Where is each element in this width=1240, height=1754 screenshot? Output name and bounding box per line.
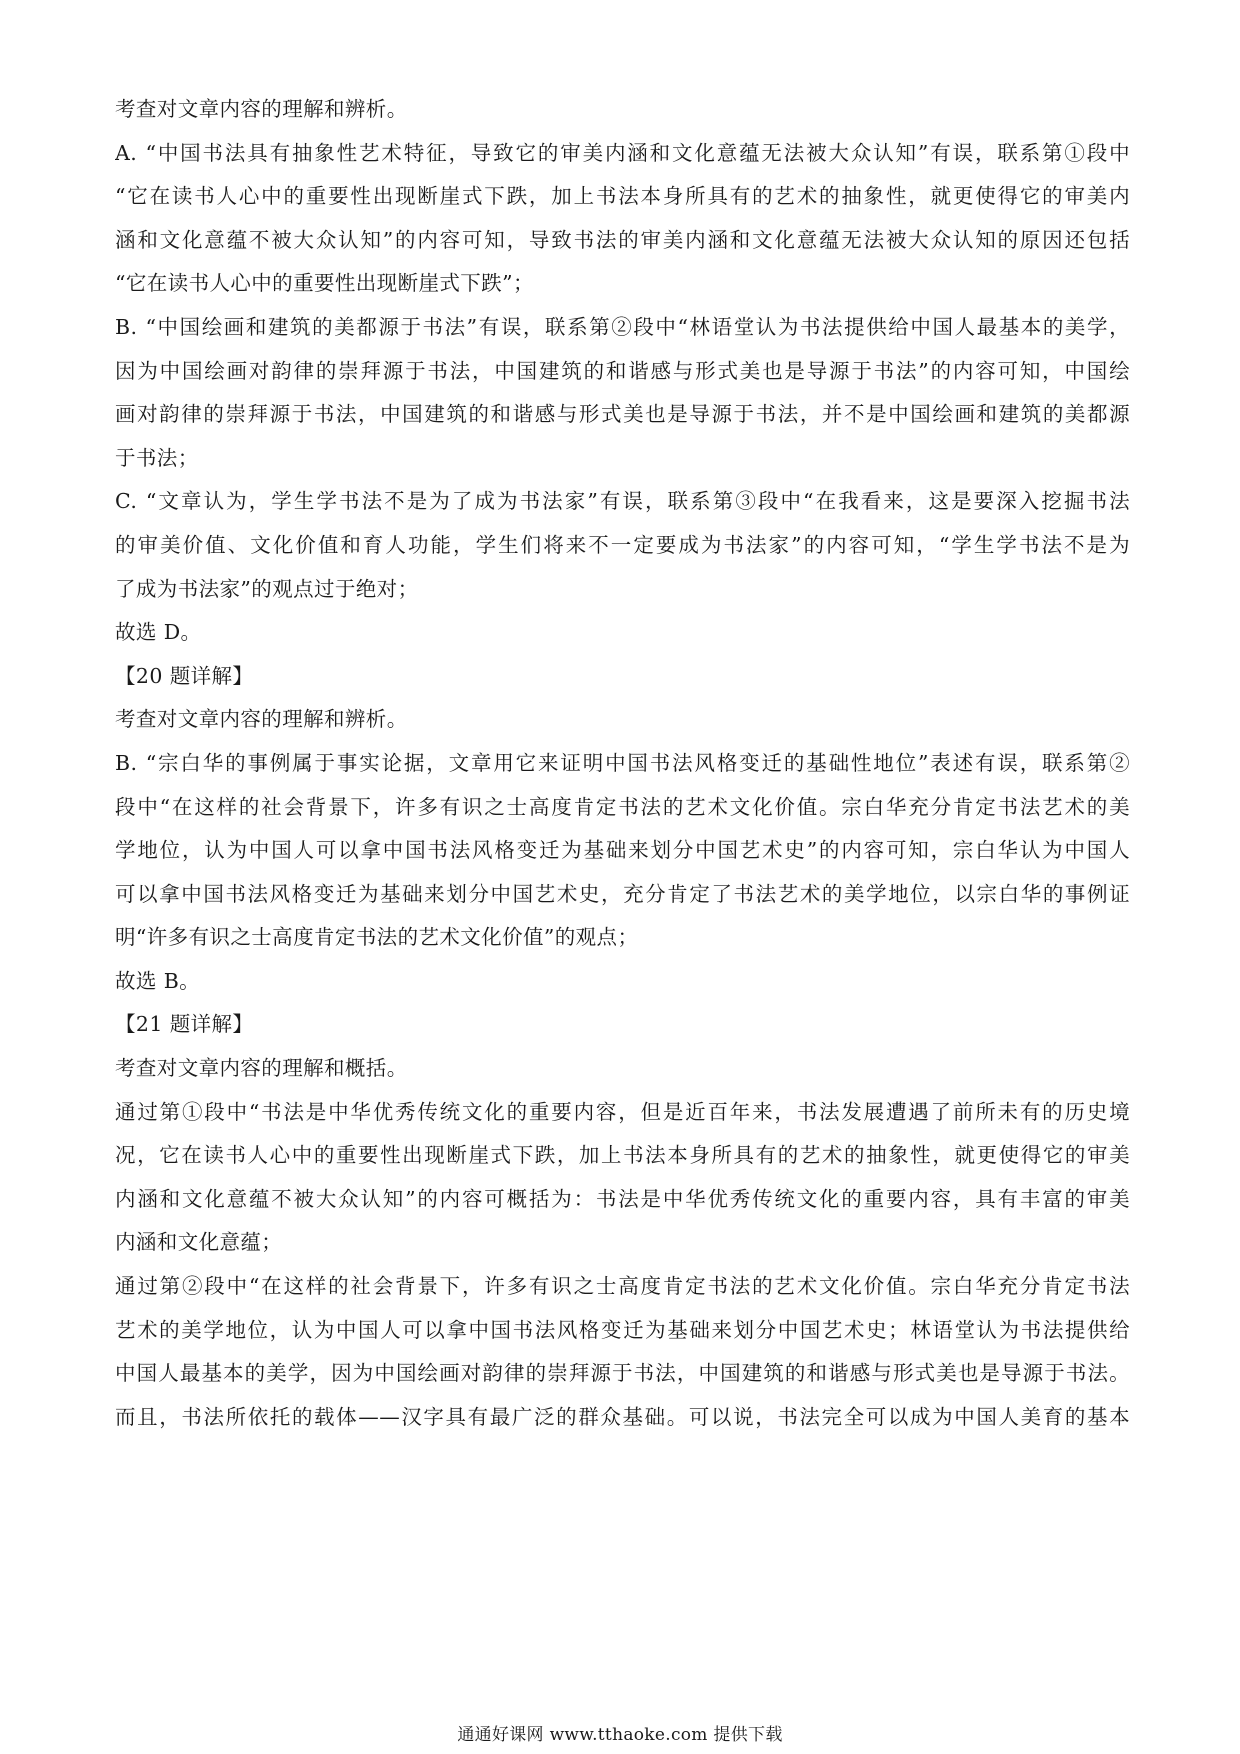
page-footer: 通通好课网 www.tthaoke.com 提供下载 — [457, 1725, 783, 1745]
text-line: 考查对文章内容的理解和辨析。 — [115, 707, 408, 732]
text-line: 学地位，认为中国人可以拿中国书法风格变迁为基础来划分中国艺术史”的内容可知，宗白华认为中国人 — [115, 838, 1130, 863]
text-line: A. “中国书法具有抽象性艺术特征，导致它的审美内涵和文化意蕴无法被大众认知”有误，联系第①段中 — [115, 140, 1130, 165]
text-line: 因为中国绘画对韵律的崇拜源于书法，中国建筑的和谐感与形式美也是导源于书法”的内容可知，中国绘 — [115, 358, 1130, 383]
text-line: 故选 B。 — [115, 968, 201, 993]
text-line: 而且，书法所依托的载体——汉字具有最广泛的群众基础。可以说，书法完全可以成为中国人美育的基本 — [115, 1404, 1130, 1429]
text-line: 【21 题详解】 — [115, 1012, 254, 1037]
text-line: 【20 题详解】 — [115, 663, 254, 688]
text-line: 于书法； — [115, 445, 199, 470]
text-line: 了成为书法家”的观点过于绝对； — [115, 576, 419, 601]
text-line: 内涵和文化意蕴； — [115, 1230, 283, 1255]
text-line: 考查对文章内容的理解和辨析。 — [115, 97, 408, 121]
text-line: C. “文章认为，学生学书法不是为了成为书法家”有误，联系第③段中“在我看来，这是要深入挖掘书法 — [115, 489, 1130, 514]
text-line: 通过第①段中“书法是中华优秀传统文化的重要内容，但是近百年来，书法发展遭遇了前所未有的历史境 — [115, 1099, 1130, 1124]
text-line: 明“许多有识之士高度肯定书法的艺术文化价值”的观点； — [115, 925, 639, 950]
text-line: 段中“在这样的社会背景下，许多有识之士高度肯定书法的艺术文化价值。宗白华充分肯定书法艺术的美 — [115, 794, 1130, 819]
text-line: 故选 D。 — [115, 620, 202, 645]
text-line: 通过第②段中“在这样的社会背景下，许多有识之士高度肯定书法的艺术文化价值。宗白华充分肯定书法 — [115, 1274, 1130, 1299]
text-line: “它在读书人心中的重要性出现断崖式下跌，加上书法本身所具有的艺术的抽象性，就更使得它的审美内 — [115, 184, 1130, 209]
text-line: B. “宗白华的事例属于事实论据，文章用它来证明中国书法风格变迁的基础性地位”表述有误，联系第② — [115, 750, 1130, 775]
text-line: 艺术的美学地位，认为中国人可以拿中国书法风格变迁为基础来划分中国艺术史；林语堂认为书法提供给 — [115, 1317, 1130, 1342]
text-line: 可以拿中国书法风格变迁为基础来划分中国艺术史，充分肯定了书法艺术的美学地位，以宗白华的事例证 — [115, 881, 1130, 906]
document-body — [115, 96, 1130, 1447]
text-line: 况，它在读书人心中的重要性出现断崖式下跌，加上书法本身所具有的艺术的抽象性，就更使得它的审美 — [115, 1143, 1130, 1168]
text-line: 考查对文章内容的理解和概括。 — [115, 1056, 408, 1081]
text-line: 内涵和文化意蕴不被大众认知”的内容可概括为：书法是中华优秀传统文化的重要内容，具有丰富的审美 — [115, 1186, 1130, 1211]
text-line: B. “中国绘画和建筑的美都源于书法”有误，联系第②段中“林语堂认为书法提供给中国人最基本的美学， — [115, 314, 1130, 339]
text-line: 的审美价值、文化价值和育人功能，学生们将来不一定要成为书法家”的内容可知，“学生学书法不是为 — [115, 532, 1130, 557]
text-line: 中国人最基本的美学，因为中国绘画对韵律的崇拜源于书法，中国建筑的和谐感与形式美也是导源于书法。 — [115, 1361, 1130, 1386]
text-line: 涵和文化意蕴不被大众认知”的内容可知，导致书法的审美内涵和文化意蕴无法被大众认知的原因还包括 — [115, 227, 1130, 252]
text-line: 画对韵律的崇拜源于书法，中国建筑的和谐感与形式美也是导源于书法，并不是中国绘画和建筑的美都源 — [115, 402, 1130, 427]
text-line: “它在读书人心中的重要性出现断崖式下跌”； — [115, 271, 534, 296]
